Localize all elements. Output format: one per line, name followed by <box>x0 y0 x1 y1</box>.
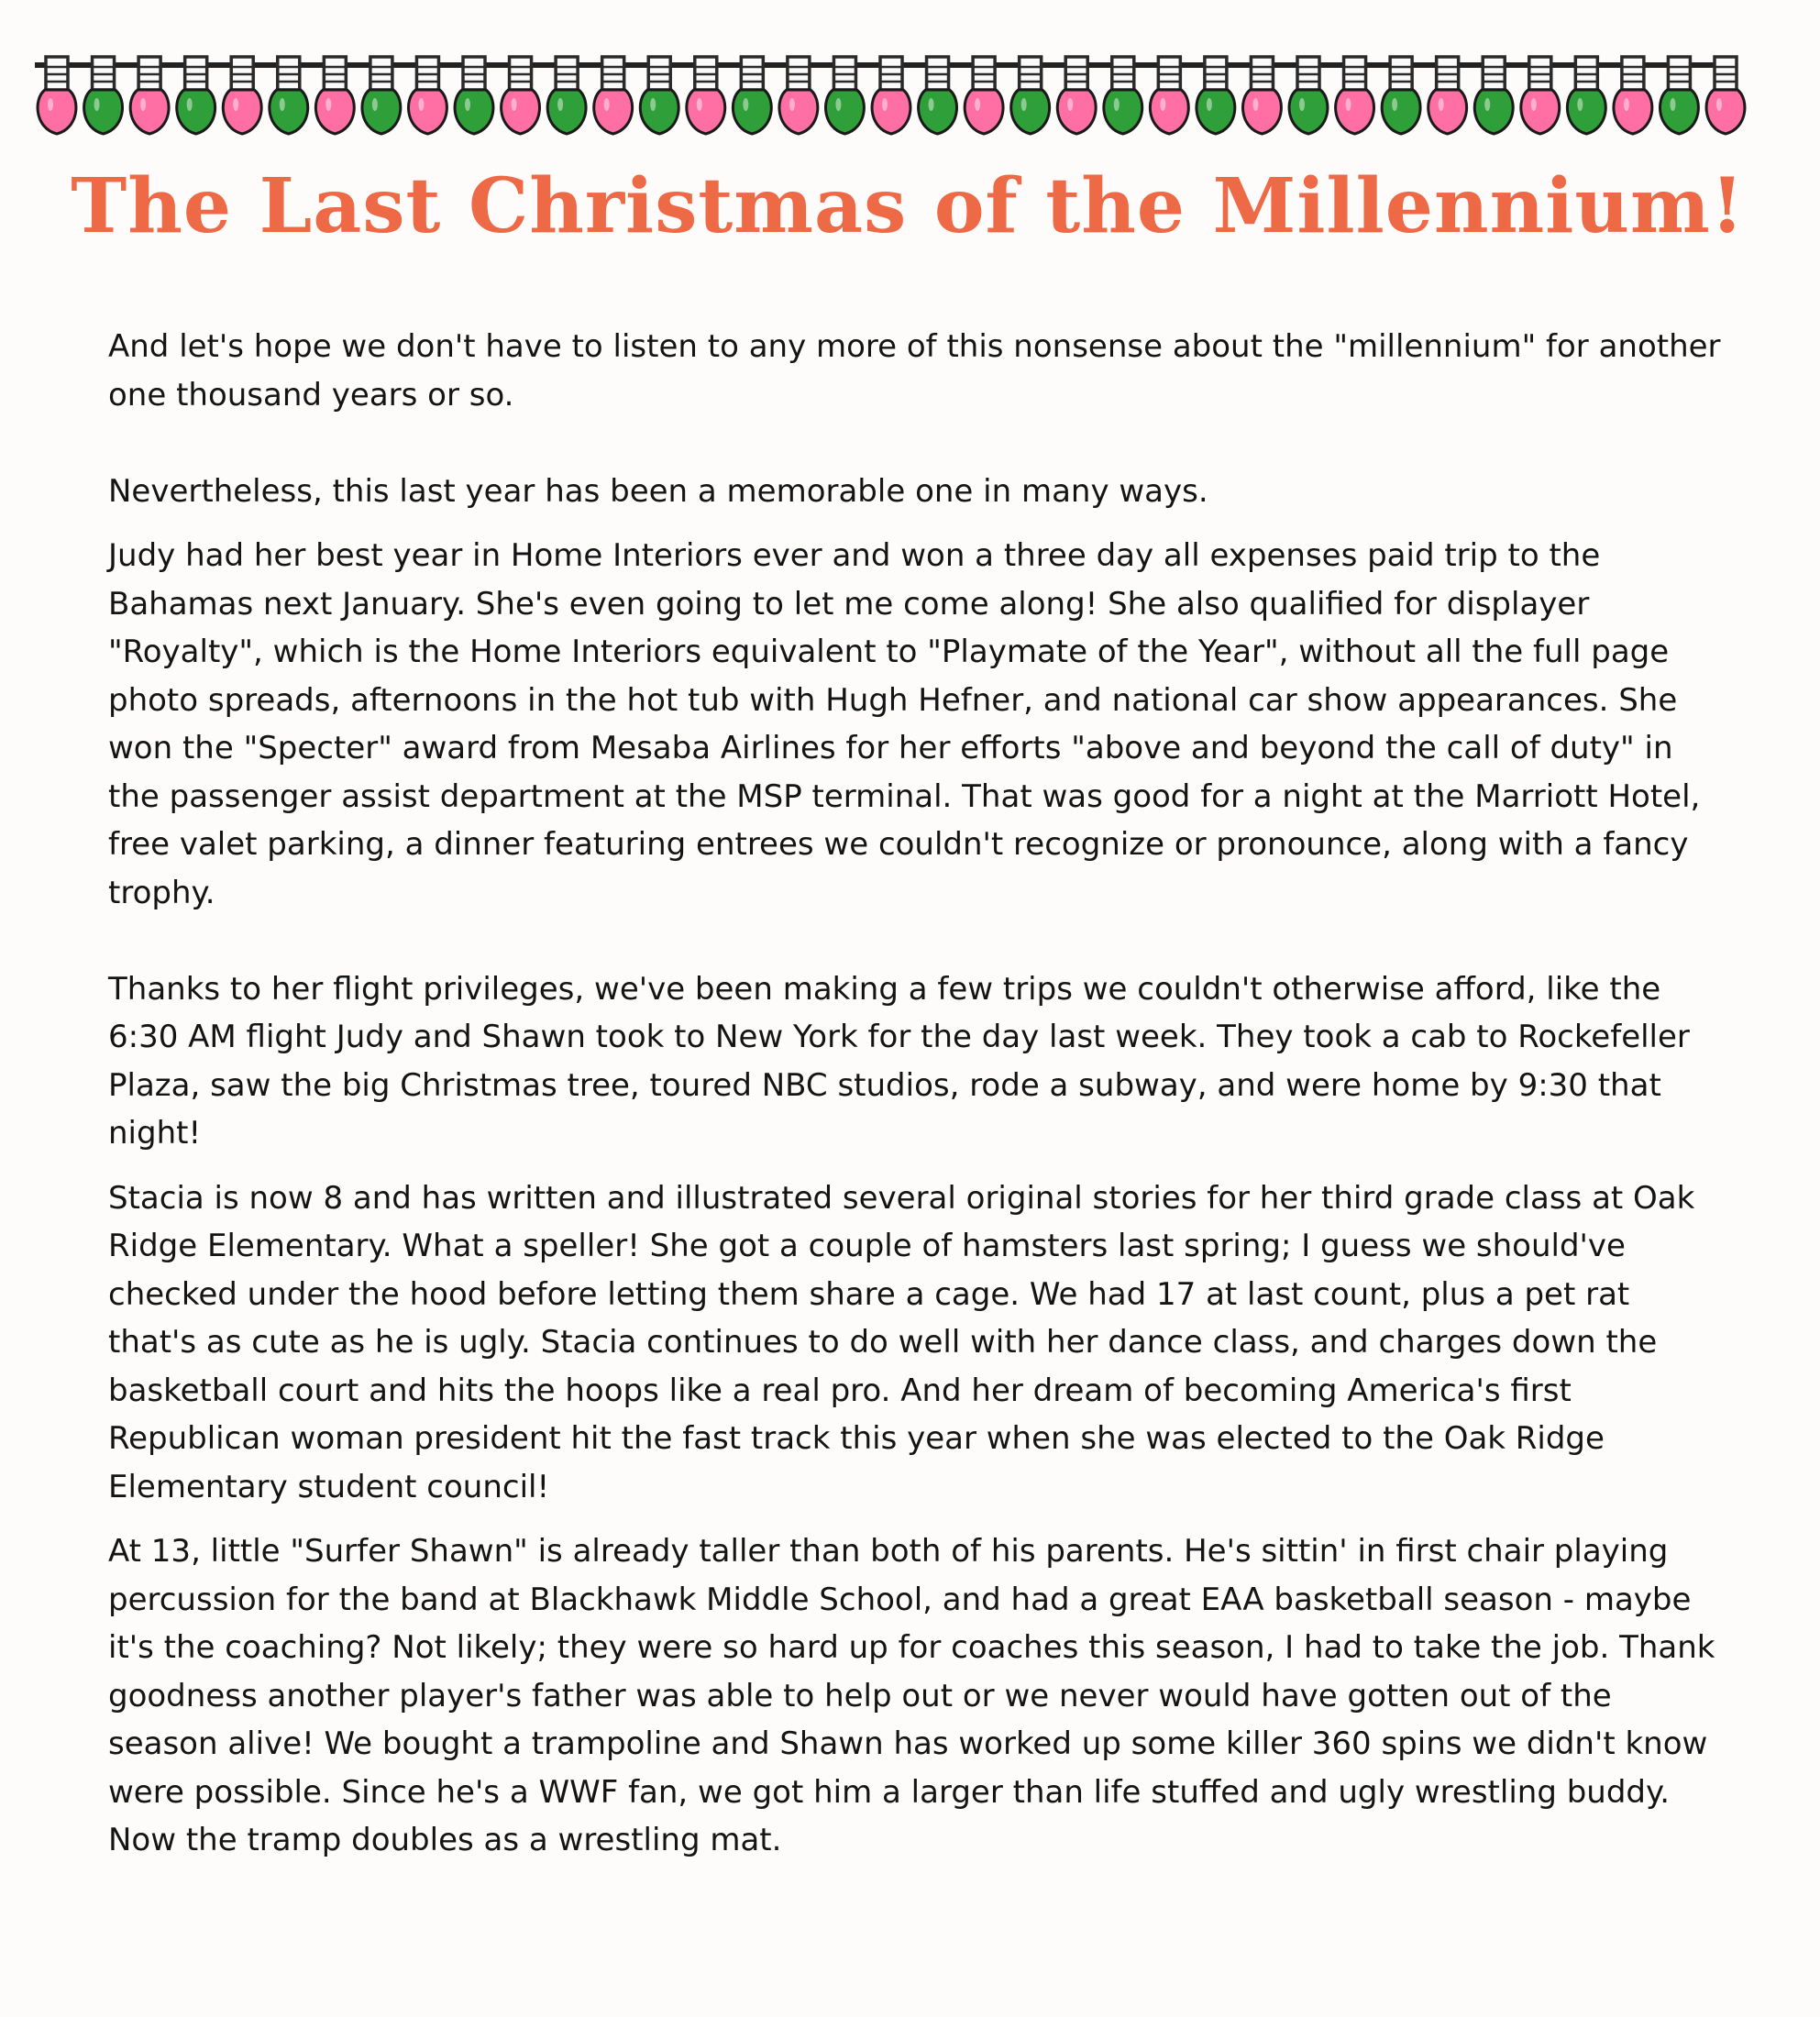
paragraph-shawn: At 13, little "Surfer Shawn" is already taller than both of his parents. He's sittin' in first chair playing percussion for the band at Blackhawk Middle School, and had a great EAA basketball season - maybe it's the coaching? Not likely; they were so hard up for coaches this season, I had to take the job. Thank goodness another player's father was able to help out or we never would have gotten out of the season alive! We bought a trampoline and Shawn has worked up some killer 360 spins we didn't know were possible. Since he's a WWF fan, we got him a larger than life stuffed and ugly wrestling buddy. Now the tramp doubles as a wrestling mat. <box>108 1533 1715 1858</box>
light-bulb-icon <box>779 57 818 134</box>
light-bulb-icon <box>38 57 76 134</box>
light-bulb-icon <box>547 57 586 134</box>
light-bulb-icon <box>1336 57 1374 134</box>
light-bulb-icon <box>733 57 771 134</box>
paragraph-memorable-year: Nevertheless, this last year has been a memorable one in many ways. <box>108 472 1208 510</box>
light-bulb-icon <box>223 57 261 134</box>
light-bulb-icon <box>408 57 447 134</box>
paragraph-judy: Judy had her best year in Home Interiors ever and won a three day all expenses paid trip to the Bahamas next January. She's even going to let me come along! She also qualified for displayer "Royalty", which is the Home Interiors equivalent to "Playmate of the Year", without all the full page photo spreads, afternoons in the hot tub with Hugh Hefner, and national car show appearances. She won the "Specter" award from Mesaba Airlines for her efforts "above and beyond the call of duty" in the passenger assist department at the MSP terminal. That was good for a night at the Marriott Hotel, free valet parking, a dinner featuring entrees we couldn't recognize or pronounce, along with a fancy trophy. <box>108 537 1701 911</box>
light-bulb-icon <box>1150 57 1188 134</box>
light-bulb-icon <box>177 57 215 134</box>
light-bulb-icon <box>270 57 308 134</box>
light-bulb-icon <box>640 57 678 134</box>
light-bulb-icon <box>1104 57 1142 134</box>
light-bulb-icon <box>84 57 123 134</box>
letter-body <box>108 323 1722 1865</box>
light-bulb-icon <box>1011 57 1050 134</box>
light-bulb-icon <box>965 57 1003 134</box>
light-bulb-icon <box>1521 57 1560 134</box>
light-bulb-icon <box>1474 57 1513 134</box>
light-bulb-icon <box>1057 57 1096 134</box>
page-title: The Last Christmas of the Millennium! <box>71 162 1745 250</box>
light-bulb-icon <box>1567 57 1605 134</box>
light-bulb-icon <box>1614 57 1652 134</box>
light-bulb-icon <box>872 57 910 134</box>
paragraph-stacia: Stacia is now 8 and has written and illustrated several original stories for her third grade class at Oak Ridge Elementary. What a speller! She got a couple of hamsters last spring; I guess we should've checked under the hood before letting them share a cage. We had 17 at last count, plus a pet rat that's as cute as he is ugly. Stacia continues to do well with her dance class, and charges down the basketball court and hits the hoops like a real pro. And her dream of becoming America's first Republican woman president hit the fast track this year when she was elected to the Oak Ridge Elementary student council! <box>108 1179 1695 1505</box>
light-bulb-icon <box>315 57 354 134</box>
light-bulb-icon <box>362 57 401 134</box>
christmas-lights-border <box>0 0 1820 156</box>
light-bulb-icon <box>687 57 725 134</box>
paragraph-intro: And let's hope we don't have to listen to any more of this nonsense about the "millennium" for another one thousand years or so. <box>108 328 1721 413</box>
light-bulb-icon <box>1382 57 1420 134</box>
light-bulb-icon <box>594 57 633 134</box>
light-bulb-icon <box>1428 57 1467 134</box>
light-bulb-icon <box>1660 57 1698 134</box>
light-bulb-icon <box>1289 57 1328 134</box>
light-bulb-icon <box>502 57 540 134</box>
light-bulb-icon <box>1242 57 1281 134</box>
light-bulb-icon <box>130 57 169 134</box>
light-bulb-icon <box>455 57 493 134</box>
paragraph-flight-privileges: Thanks to her flight privileges, we've been making a few trips we couldn't otherwise afford, like the 6:30 AM flight Judy and Shawn took to New York for the day last week. They took a cab to Rockefeller Plaza, saw the big Christmas tree, toured NBC studios, rode a subway, and were home by 9:30 that night! <box>108 970 1690 1152</box>
light-bulb-icon <box>919 57 957 134</box>
light-bulb-icon <box>1706 57 1745 134</box>
light-bulb-icon <box>825 57 864 134</box>
light-bulb-icon <box>1197 57 1235 134</box>
